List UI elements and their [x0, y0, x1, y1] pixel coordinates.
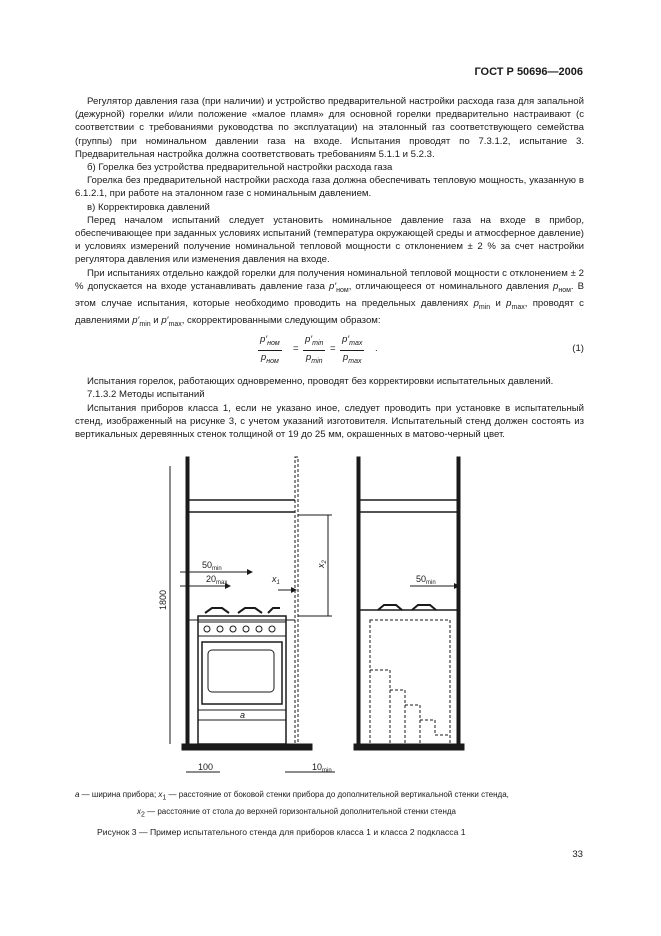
equals-sign: = [293, 343, 299, 355]
paragraph: Регулятор давления газа (при наличии) и устройство предварительной настройки расхода газа для запальной (дежурной) горелки и/или положение «малое пламя» для основной горелки предварительно настраивают (с соответствии с требованиями руководства по эксплуатации) на эталонный газ соответствующего семейства (группы) при номинальном давлении газа на входе. Испытания проводят по 7.3.1.2, испытание 3. Предварительная настройка должна соответствовать требованиям 5.1.1 и 5.2.3. [75, 96, 584, 160]
stand2-cooker-dashed [370, 620, 450, 744]
equation-number: (1) [572, 343, 584, 355]
text-run: При испытаниях отдельно каждой горелки для получения номинальной тепловой мощности с отклонением ± 2 % допускается на входе устанавливать давление газа [75, 267, 584, 292]
knob [256, 626, 262, 632]
legend-symbol: x [137, 806, 141, 816]
test-stand-figure [150, 450, 480, 780]
symbol-sub: max [168, 320, 182, 328]
stand2-stepped-grid [370, 670, 450, 744]
stand2-left-wall [357, 457, 360, 747]
symbol-sub: ном [266, 358, 279, 366]
legend-line-1 [75, 788, 584, 805]
paragraph: Горелка без предварительной настройки расхода газа должна обеспечивать тепловую мощность, указанную в 6.1.2.1, при работе на эталонном газе с номинальным давлением. [75, 175, 584, 200]
legend-symbol: x [158, 790, 163, 799]
oven-window [208, 650, 274, 692]
dim-100: 100 [198, 762, 214, 772]
main-text [75, 95, 584, 441]
symbol: p [506, 297, 512, 309]
symbol: p [342, 352, 349, 364]
base-plinth [182, 744, 312, 750]
subheading: в) Корректировка давлений [87, 201, 210, 213]
stand2-right-wall [457, 457, 460, 747]
legend-text: — расстояние от стола до верхней горизонтальной дополнительной стенки стенда [144, 806, 456, 816]
symbol-sub: max [348, 358, 362, 366]
knob [217, 626, 223, 632]
dim-1800: 1800 [158, 589, 168, 610]
control-panel [198, 622, 286, 636]
text-run: , скорректированными следующим образом: [181, 315, 381, 327]
symbol: p [473, 297, 479, 309]
symbol: p′ [132, 315, 140, 327]
symbol-sub: ном [267, 340, 280, 348]
oven-door [202, 642, 282, 704]
page-number: 33 [572, 849, 583, 860]
knob [269, 626, 275, 632]
dim-x1: $x_1$ [272, 574, 280, 586]
legend-sub: 2 [141, 811, 145, 819]
symbol: p′ [305, 334, 313, 346]
paragraph: Испытания приборов класса 1, если не указано иное, следует проводить при установке в испытательный стенд, изображенный на рисунке 3, с учетом указаний изготовителя. Испытательный стенд должен состоять из вертикальных деревянных стенок толщиной от 19 до 25 мм, окрашенных в матово-черный цвет. [75, 402, 584, 440]
symbol: p [552, 280, 559, 292]
text-run: и [150, 315, 162, 327]
equation [75, 333, 584, 371]
symbol-sub: min [312, 340, 324, 348]
paragraph: Перед началом испытаний следует установить номинальное давление газа на входе в прибор, обеспечивающее при заданных условиях испытаний (температура окружающей среды и атмосферное давление) и условиях измерений получение номинальной тепловой мощности с отклонением ± 2 % за счет настройки регулятора давления или изменения давления на входе. [75, 214, 584, 266]
knob [230, 626, 236, 632]
stand-right-wall-dashed [295, 457, 298, 747]
symbol-sub: max [511, 303, 525, 311]
symbol: p′ [260, 334, 268, 346]
symbol: p [305, 352, 312, 364]
symbol: p′ [328, 280, 337, 292]
equals-sign: = [330, 343, 336, 355]
dim-20-max: $20_{max}$ [206, 574, 228, 586]
legend-text: — ширина прибора; [79, 790, 159, 799]
text-run: и [490, 297, 507, 309]
subheading: б) Горелка без устройства предварительной настройки расхода газа [87, 162, 393, 174]
text-run: . В этом случае испытания, которые необходимо проводить на предельных давлениях [75, 280, 585, 309]
fraction [340, 333, 364, 368]
fraction [258, 333, 282, 368]
symbol-sub: min [139, 320, 151, 328]
stand2-base [354, 744, 464, 750]
dim-10-min: $10_{min}$ [312, 762, 332, 774]
dim-50-min: $50_{min}$ [202, 560, 222, 572]
paragraph [75, 267, 584, 332]
dim-x2: $x_2$ [316, 560, 328, 568]
paragraph: Испытания горелок, работающих одновременно, проводят без корректировки испытательных давлений. [87, 376, 554, 388]
subheading: 7.1.3.2 Методы испытаний [87, 389, 205, 401]
symbol-sub: min [311, 358, 323, 366]
figure-legend [75, 788, 584, 821]
dim-a: a [240, 710, 246, 720]
legend-symbol: a [75, 790, 80, 799]
equation-period: . [375, 343, 378, 355]
legend-sub: 1 [162, 794, 167, 802]
symbol: p′ [342, 334, 350, 346]
knob [204, 626, 210, 632]
symbol: p [260, 352, 267, 364]
legend-text: — расстояние от боковой стенки прибора до дополнительной вертикальной стенки стенда, [166, 790, 509, 799]
text-run: , отличающееся от номинального давления [348, 280, 553, 292]
symbol-sub: min [478, 303, 491, 311]
text-run: , проводят с давлениями [75, 297, 584, 327]
symbol-sub: ном [558, 286, 571, 294]
symbol: p′ [161, 315, 169, 327]
stand-left-wall [186, 457, 189, 747]
symbol-sub: ном [336, 286, 349, 294]
knob [243, 626, 249, 632]
figure-caption: Рисунок 3 — Пример испытательного стенда для приборов класса 1 и класса 2 подкласса 1 [97, 827, 466, 837]
cooker-body [198, 616, 286, 744]
cooker-burners [205, 608, 280, 613]
legend-line-2 [75, 805, 584, 822]
symbol-sub: max [349, 340, 363, 348]
document-header: ГОСТ Р 50696—2006 [474, 66, 583, 78]
fraction [303, 333, 325, 368]
dim-50-min-right: $50_{min}$ [416, 574, 436, 586]
